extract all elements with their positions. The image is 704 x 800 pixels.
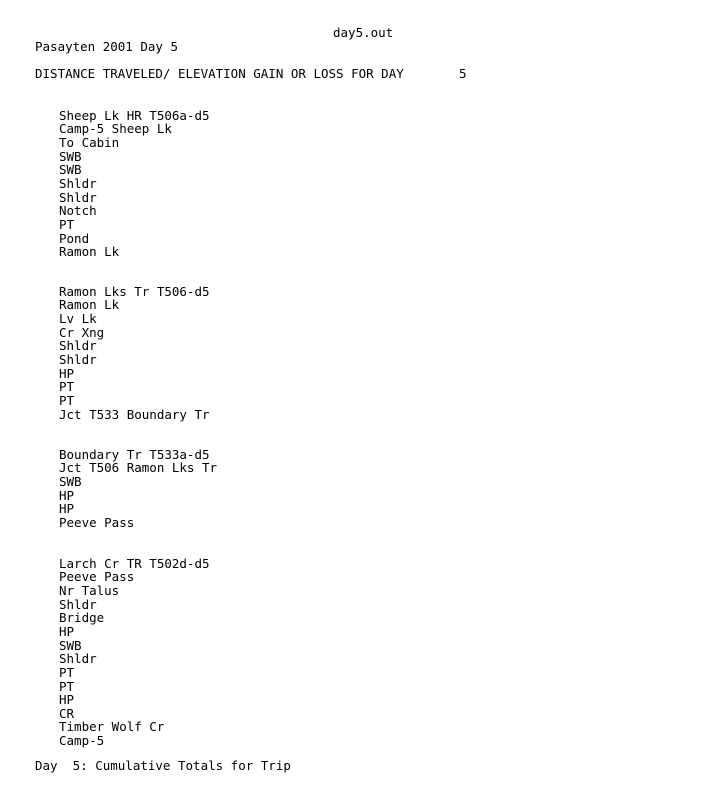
waypoint-name: Jct T533 Boundary Tr: [59, 406, 210, 422]
waypoint-name: SWB: [59, 162, 82, 178]
waypoint-name: Camp-5 Sheep Lk: [59, 121, 172, 137]
waypoint-name: PT: [59, 216, 75, 232]
waypoint-name: Shldr: [59, 338, 97, 354]
waypoint-name: PT: [59, 664, 75, 680]
waypoint-name: PT: [59, 678, 75, 694]
waypoint-name: SWB: [59, 473, 82, 489]
waypoint-name: HP: [59, 501, 75, 517]
waypoint-name: SWB: [59, 637, 82, 653]
waypoint-name: HP: [59, 623, 75, 639]
waypoint-name: HP: [59, 487, 75, 503]
waypoint-name: Timber Wolf Cr: [59, 719, 165, 735]
waypoint-name: Shldr: [59, 651, 97, 667]
waypoint-name: HP: [59, 692, 75, 708]
waypoint-name: Pond: [59, 230, 90, 246]
waypoint-name: To Cabin: [59, 134, 120, 150]
file-title: day5.out: [333, 25, 394, 40]
section-title: Ramon Lks Tr T506-d5: [59, 283, 210, 299]
report-heading: DISTANCE TRAVELED/ ELEVATION GAIN OR LOSS FOR DAY: [35, 66, 404, 81]
section-title: Larch Cr TR T502d-d5: [59, 555, 210, 571]
waypoint-name: SWB: [59, 148, 82, 164]
waypoint-name: Peeve Pass: [59, 514, 135, 530]
waypoint-name: Camp-5: [59, 733, 105, 749]
waypoint-name: Notch: [59, 203, 97, 219]
waypoint-name: HP: [59, 365, 75, 381]
waypoint-name: CR: [59, 705, 75, 721]
waypoint-name: PT: [59, 379, 75, 395]
day-number: 5: [459, 66, 467, 81]
report-title: Pasayten 2001 Day 5: [35, 39, 178, 54]
section-title: Sheep Lk HR T506a-d5: [59, 107, 210, 123]
waypoint-name: Lv Lk: [59, 310, 97, 326]
waypoint-name: Nr Talus: [59, 582, 120, 598]
waypoint-name: Shldr: [59, 351, 97, 367]
waypoint-name: Ramon Lk: [59, 297, 120, 313]
waypoint-name: Cr Xng: [59, 324, 105, 340]
waypoint-name: PT: [59, 392, 75, 408]
waypoint-name: Jct T506 Ramon Lks Tr: [59, 460, 218, 476]
totals-label: Day 5: Cumulative Totals for Trip: [35, 758, 291, 773]
section-title: Boundary Tr T533a-d5: [59, 446, 210, 462]
waypoint-name: Ramon Lk: [59, 244, 120, 260]
waypoint-name: Peeve Pass: [59, 569, 135, 585]
waypoint-name: Shldr: [59, 175, 97, 191]
waypoint-name: Shldr: [59, 596, 97, 612]
waypoint-name: Bridge: [59, 610, 105, 626]
waypoint-name: Shldr: [59, 189, 97, 205]
